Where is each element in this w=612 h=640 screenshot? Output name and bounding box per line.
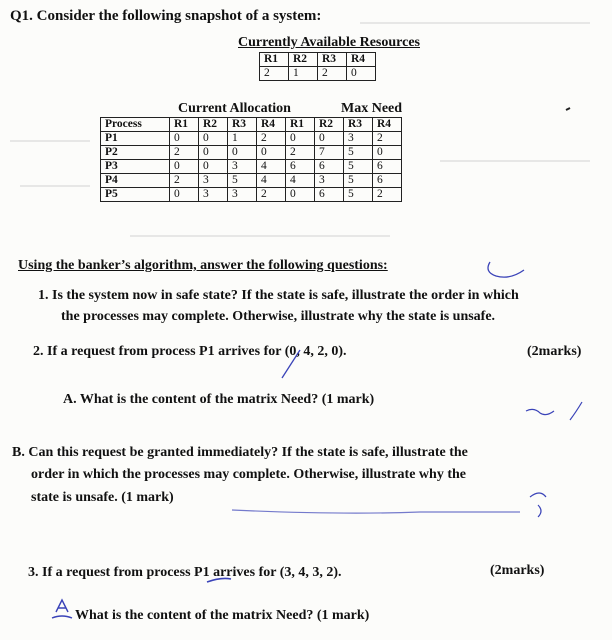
- max-need-title: Max Need: [341, 101, 403, 116]
- value-cell: 0: [199, 146, 228, 160]
- value-cell: 2: [373, 132, 402, 146]
- value-cell: 0: [199, 132, 228, 146]
- question-1-line-2: the processes may complete. Otherwise, illustrate why the state is unsafe.: [61, 309, 496, 324]
- available-resources-title: Currently Available Resources: [238, 35, 420, 50]
- process-cell: P3: [101, 160, 170, 174]
- header-cell: R4: [347, 53, 376, 67]
- pen-stroke: [566, 108, 570, 110]
- pen-stroke: [282, 350, 300, 378]
- value-cell: 3: [228, 188, 257, 202]
- header-cell: Process: [101, 118, 170, 132]
- value-cell: 3: [199, 174, 228, 188]
- q1-heading: Q1. Consider the following snapshot of a system:: [10, 8, 322, 24]
- pen-stroke: [207, 578, 231, 582]
- process-cell: P2: [101, 146, 170, 160]
- value-cell: 5: [344, 174, 373, 188]
- process-cell: P1: [101, 132, 170, 146]
- value-cell: 6: [315, 188, 344, 202]
- value-cell: 2: [170, 174, 199, 188]
- value-cell: 0: [228, 146, 257, 160]
- value-cell: 2: [286, 146, 315, 160]
- value-cell: 0: [199, 160, 228, 174]
- question-2-part-a: A. What is the content of the matrix Need? (1 mark): [63, 392, 375, 407]
- header-cell: R3: [344, 118, 373, 132]
- value-cell: 3: [315, 174, 344, 188]
- value-cell: 6: [373, 160, 402, 174]
- value-cell: 0: [286, 132, 315, 146]
- question-3: 3. If a request from process P1 arrives for (3, 4, 3, 2).: [28, 565, 342, 580]
- value-cell: 5: [344, 160, 373, 174]
- value-cell: 1: [289, 67, 318, 81]
- header-cell: R2: [315, 118, 344, 132]
- value-cell: 2: [257, 132, 286, 146]
- value-cell: 2: [318, 67, 347, 81]
- question-2-part-b-line-2: order in which the processes may complete. Otherwise, illustrate why the: [31, 467, 466, 482]
- value-cell: 1: [228, 132, 257, 146]
- question-1-line-1: 1. Is the system now in safe state? If the state is safe, illustrate the order in which: [38, 288, 519, 303]
- question-2: 2. If a request from process P1 arrives for (0, 4, 2, 0).: [33, 344, 347, 359]
- question-2-part-b-line-1: B. Can this request be granted immediately? If the state is safe, illustrate the: [12, 445, 468, 460]
- value-cell: 4: [257, 174, 286, 188]
- header-cell: R3: [228, 118, 257, 132]
- current-allocation-title: Current Allocation: [178, 101, 291, 116]
- pen-stroke: [526, 402, 582, 420]
- value-cell: 3: [199, 188, 228, 202]
- value-cell: 6: [286, 160, 315, 174]
- value-cell: 5: [344, 188, 373, 202]
- value-cell: 2: [257, 188, 286, 202]
- value-cell: 0: [315, 132, 344, 146]
- header-cell: R2: [199, 118, 228, 132]
- instructions-heading: Using the banker’s algorithm, answer the following questions:: [18, 258, 388, 273]
- pen-stroke: [488, 262, 524, 277]
- question-2-marks: (2marks): [527, 344, 582, 359]
- pen-stroke: [530, 493, 546, 517]
- value-cell: 0: [347, 67, 376, 81]
- value-cell: 4: [286, 174, 315, 188]
- header-cell: R4: [257, 118, 286, 132]
- value-cell: 2: [170, 146, 199, 160]
- value-cell: 5: [228, 174, 257, 188]
- value-cell: 2: [373, 188, 402, 202]
- value-cell: 0: [170, 160, 199, 174]
- header-cell: R1: [170, 118, 199, 132]
- header-cell: R1: [260, 53, 289, 67]
- value-cell: 0: [286, 188, 315, 202]
- value-cell: 0: [170, 188, 199, 202]
- value-cell: 5: [344, 146, 373, 160]
- value-cell: 3: [344, 132, 373, 146]
- value-cell: 6: [373, 174, 402, 188]
- value-cell: 3: [228, 160, 257, 174]
- value-cell: 6: [315, 160, 344, 174]
- value-cell: 7: [315, 146, 344, 160]
- question-2-part-b-line-3: state is unsafe. (1 mark): [31, 490, 174, 505]
- value-cell: 0: [373, 146, 402, 160]
- header-cell: R1: [286, 118, 315, 132]
- header-cell: R2: [289, 53, 318, 67]
- question-3-marks: (2marks): [490, 563, 545, 578]
- pen-stroke: [232, 510, 520, 513]
- question-3-part-a: What is the content of the matrix Need? (1 mark): [75, 608, 370, 623]
- value-cell: 4: [257, 160, 286, 174]
- header-cell: R3: [318, 53, 347, 67]
- pen-stroke: [52, 600, 72, 618]
- process-cell: P5: [101, 188, 170, 202]
- value-cell: 0: [257, 146, 286, 160]
- process-cell: P4: [101, 174, 170, 188]
- header-cell: R4: [373, 118, 402, 132]
- value-cell: 2: [260, 67, 289, 81]
- value-cell: 0: [170, 132, 199, 146]
